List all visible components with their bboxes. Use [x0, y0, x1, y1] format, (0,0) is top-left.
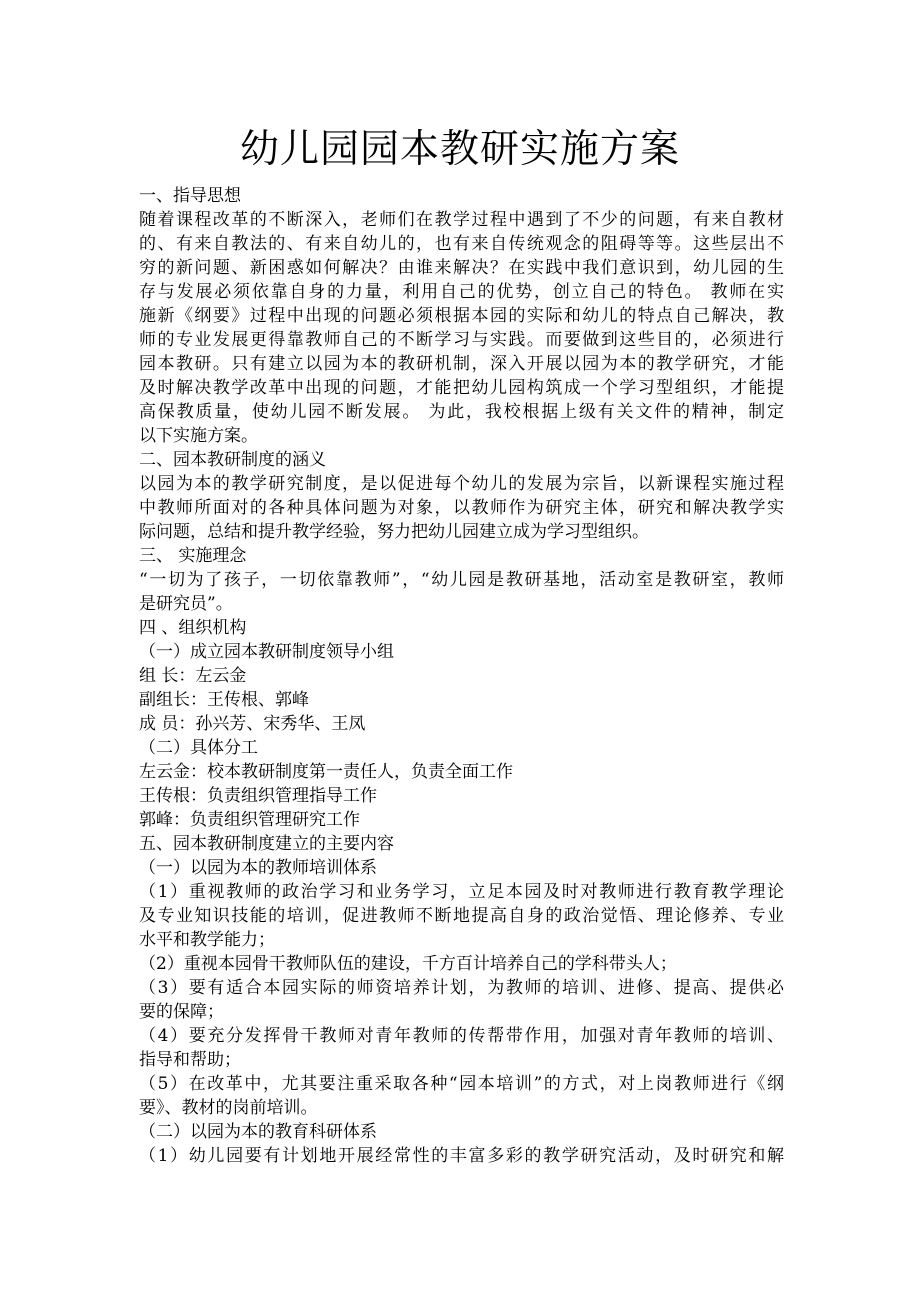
text-line: 要》、教材的岗前培训。: [139, 1098, 318, 1118]
text-line: 施新《纲要》过程中出现的问题必须根据本园的实际和幼儿的特点自己解决，教: [139, 306, 784, 326]
text-line: （4）要充分发挥骨干教师对青年教师的传帮带作用，加强对青年教师的培训、: [139, 1026, 784, 1046]
text-line: 四 、组织机构: [139, 618, 247, 638]
text-line: 高保教质量，使幼儿园不断发展。 为此，我校根据上级有关文件的精神，制定: [139, 402, 784, 422]
text-line: 及专业知识技能的培训，促进教师不断地提高自身的政治觉悟、理论修养、专业: [139, 906, 784, 926]
text-line: 一、指导思想: [139, 186, 241, 206]
text-line: 及时解决教学改革中出现的问题，才能把幼儿园构筑成一个学习型组织，才能提: [139, 378, 784, 398]
text-line: 三、 实施理念: [139, 546, 247, 566]
text-line: 五、园本教研制度建立的主要内容: [139, 834, 394, 854]
text-line: 王传根：负责组织管理指导工作: [139, 786, 377, 806]
text-line: 郭峰：负责组织管理研究工作: [139, 810, 360, 830]
text-line: 成 员：孙兴芳、宋秀华、王凤: [139, 714, 366, 734]
text-line: 以下实施方案。: [139, 426, 258, 446]
text-line: 穷的新问题、新困惑如何解决？由谁来解决？在实践中我们意识到，幼儿园的生: [139, 258, 784, 278]
text-line: 二、园本教研制度的涵义: [139, 450, 326, 470]
text-line: 左云金：校本教研制度第一责任人，负责全面工作: [139, 762, 513, 782]
text-line: 师的专业发展更得靠教师自己的不断学习与实践。而要做到这些目的，必须进行: [139, 330, 784, 350]
text-line: 园本教研。只有建立以园为本的教研机制，深入开展以园为本的教学研究，才能: [139, 354, 784, 374]
text-line: 指导和帮助；: [139, 1050, 241, 1070]
text-line: （二）具体分工: [139, 738, 258, 758]
text-line: （二）以园为本的教育科研体系: [139, 1122, 377, 1142]
text-line: （2）重视本园骨干教师队伍的建设，千方百计培养自己的学科带头人；: [139, 954, 677, 974]
text-line: 随着课程改革的不断深入，老师们在教学过程中遇到了不少的问题，有来自教材: [139, 210, 784, 230]
text-line: （一）成立园本教研制度领导小组: [139, 642, 394, 662]
text-line: 存与发展必须依靠自身的力量，利用自己的优势，创立自己的特色。 教师在实: [139, 282, 784, 302]
text-line: 中教师所面对的各种具体问题为对象，以教师作为研究主体，研究和解决教学实: [139, 498, 784, 518]
text-line: “一切为了孩子，一切依靠教师”，“幼儿园是教研基地，活动室是教研室，教师: [139, 570, 784, 590]
text-line: 要的保障；: [139, 1002, 224, 1022]
text-line: （3）要有适合本园实际的师资培养计划，为教师的培训、进修、提高、提供必: [139, 978, 784, 998]
text-line: （1）重视教师的政治学习和业务学习，立足本园及时对教师进行教育教学理论: [139, 882, 784, 902]
text-line: （5）在改革中，尤其要注重采取各种“园本培训”的方式，对上岗教师进行《纲: [139, 1074, 784, 1094]
text-line: 际问题，总结和提升教学经验，努力把幼儿园建立成为学习型组织。: [139, 522, 649, 542]
text-line: 水平和教学能力；: [139, 930, 275, 950]
text-line: （一）以园为本的教师培训体系: [139, 858, 377, 878]
text-line: 以园为本的教学研究制度，是以促进每个幼儿的发展为宗旨，以新课程实施过程: [139, 474, 784, 494]
text-line: 组 长：左云金: [139, 666, 247, 686]
text-line: 是研究员”。: [139, 594, 233, 614]
document-body: [139, 184, 784, 1168]
document-title: 幼儿园园本教研实施方案: [239, 127, 680, 172]
text-line: 的、有来自教法的、有来自幼儿的，也有来自传统观念的阻碍等等。这些层出不: [139, 234, 784, 254]
text-line: （1）幼儿园要有计划地开展经常性的丰富多彩的教学研究活动，及时研究和解: [139, 1146, 784, 1166]
text-line: 副组长：王传根、郭峰: [139, 690, 309, 710]
